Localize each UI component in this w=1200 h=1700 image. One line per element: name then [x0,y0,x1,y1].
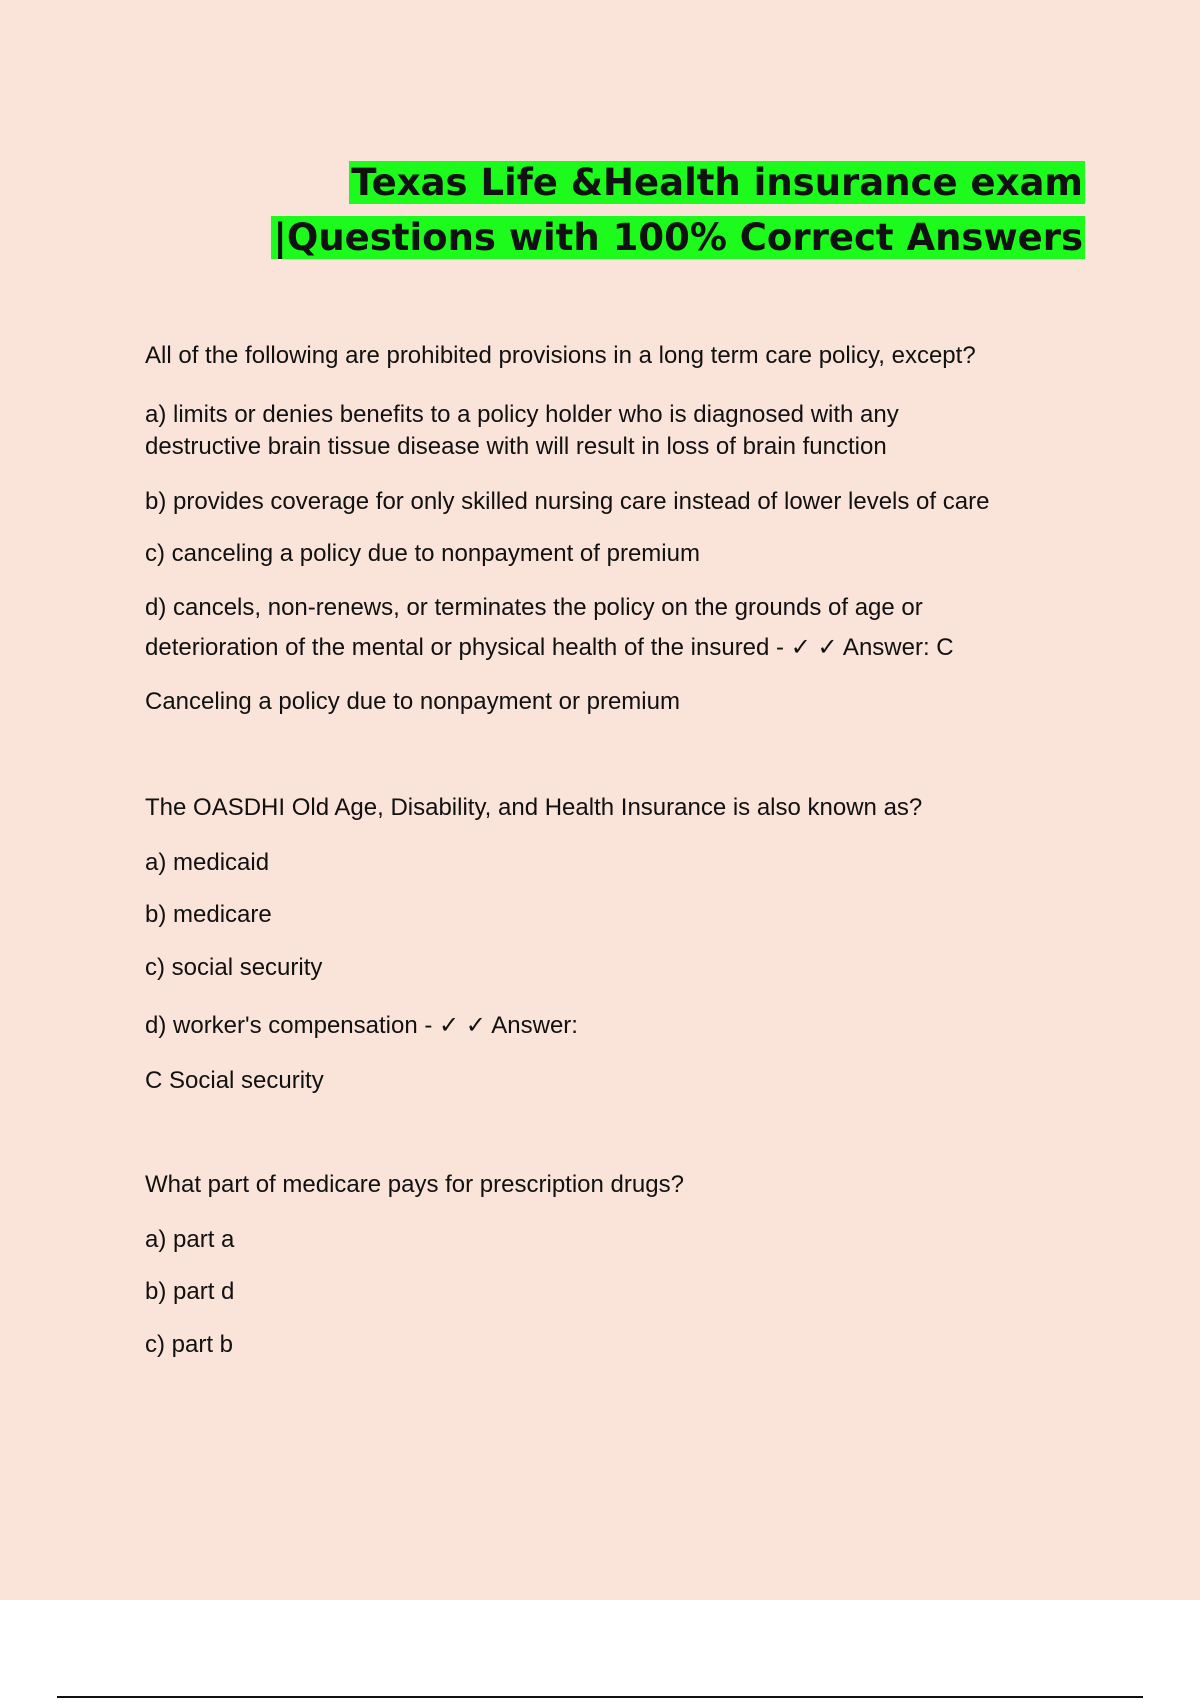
title-line-2: |Questions with 100% Correct Answers [273,216,1083,259]
question-3-option-c: c) part b [145,1331,234,1358]
question-2-answer: C Social security [145,1067,324,1094]
question-1-text: All of the following are prohibited provisions in a long term care policy, except? [145,342,976,369]
question-1-option-c: c) canceling a policy due to nonpayment of premium [145,540,700,567]
question-2-option-d: d) worker's compensation - ✓ ✓ Answer: [145,1012,578,1039]
question-1-answer: Canceling a policy due to nonpayment or premium [145,688,680,715]
question-1-option-d-line-2: deterioration of the mental or physical health of the insured - ✓ ✓ Answer: C [145,634,954,661]
question-1-option-b: b) provides coverage for only skilled nursing care instead of lower levels of care [145,488,990,515]
question-1-option-d-line-1: d) cancels, non-renews, or terminates the policy on the grounds of age or [145,594,923,621]
question-1-option-a-line-1: a) limits or denies benefits to a policy holder who is diagnosed with any [145,401,899,428]
question-2-text: The OASDHI Old Age, Disability, and Health Insurance is also known as? [145,794,923,821]
question-2-option-b: b) medicare [145,901,272,928]
question-3-option-b: b) part d [145,1278,235,1305]
title-line-1: Texas Life &Health insurance exam [351,161,1083,204]
document-title [0,155,1085,265]
question-1-option-a-line-2: destructive brain tissue disease with will result in loss of brain function [145,433,887,460]
question-3-text: What part of medicare pays for prescription drugs? [145,1171,684,1198]
question-2-option-c: c) social security [145,954,323,981]
question-3-option-a: a) part a [145,1226,235,1253]
footer-divider [57,1696,1143,1698]
question-2-option-a: a) medicaid [145,849,270,876]
